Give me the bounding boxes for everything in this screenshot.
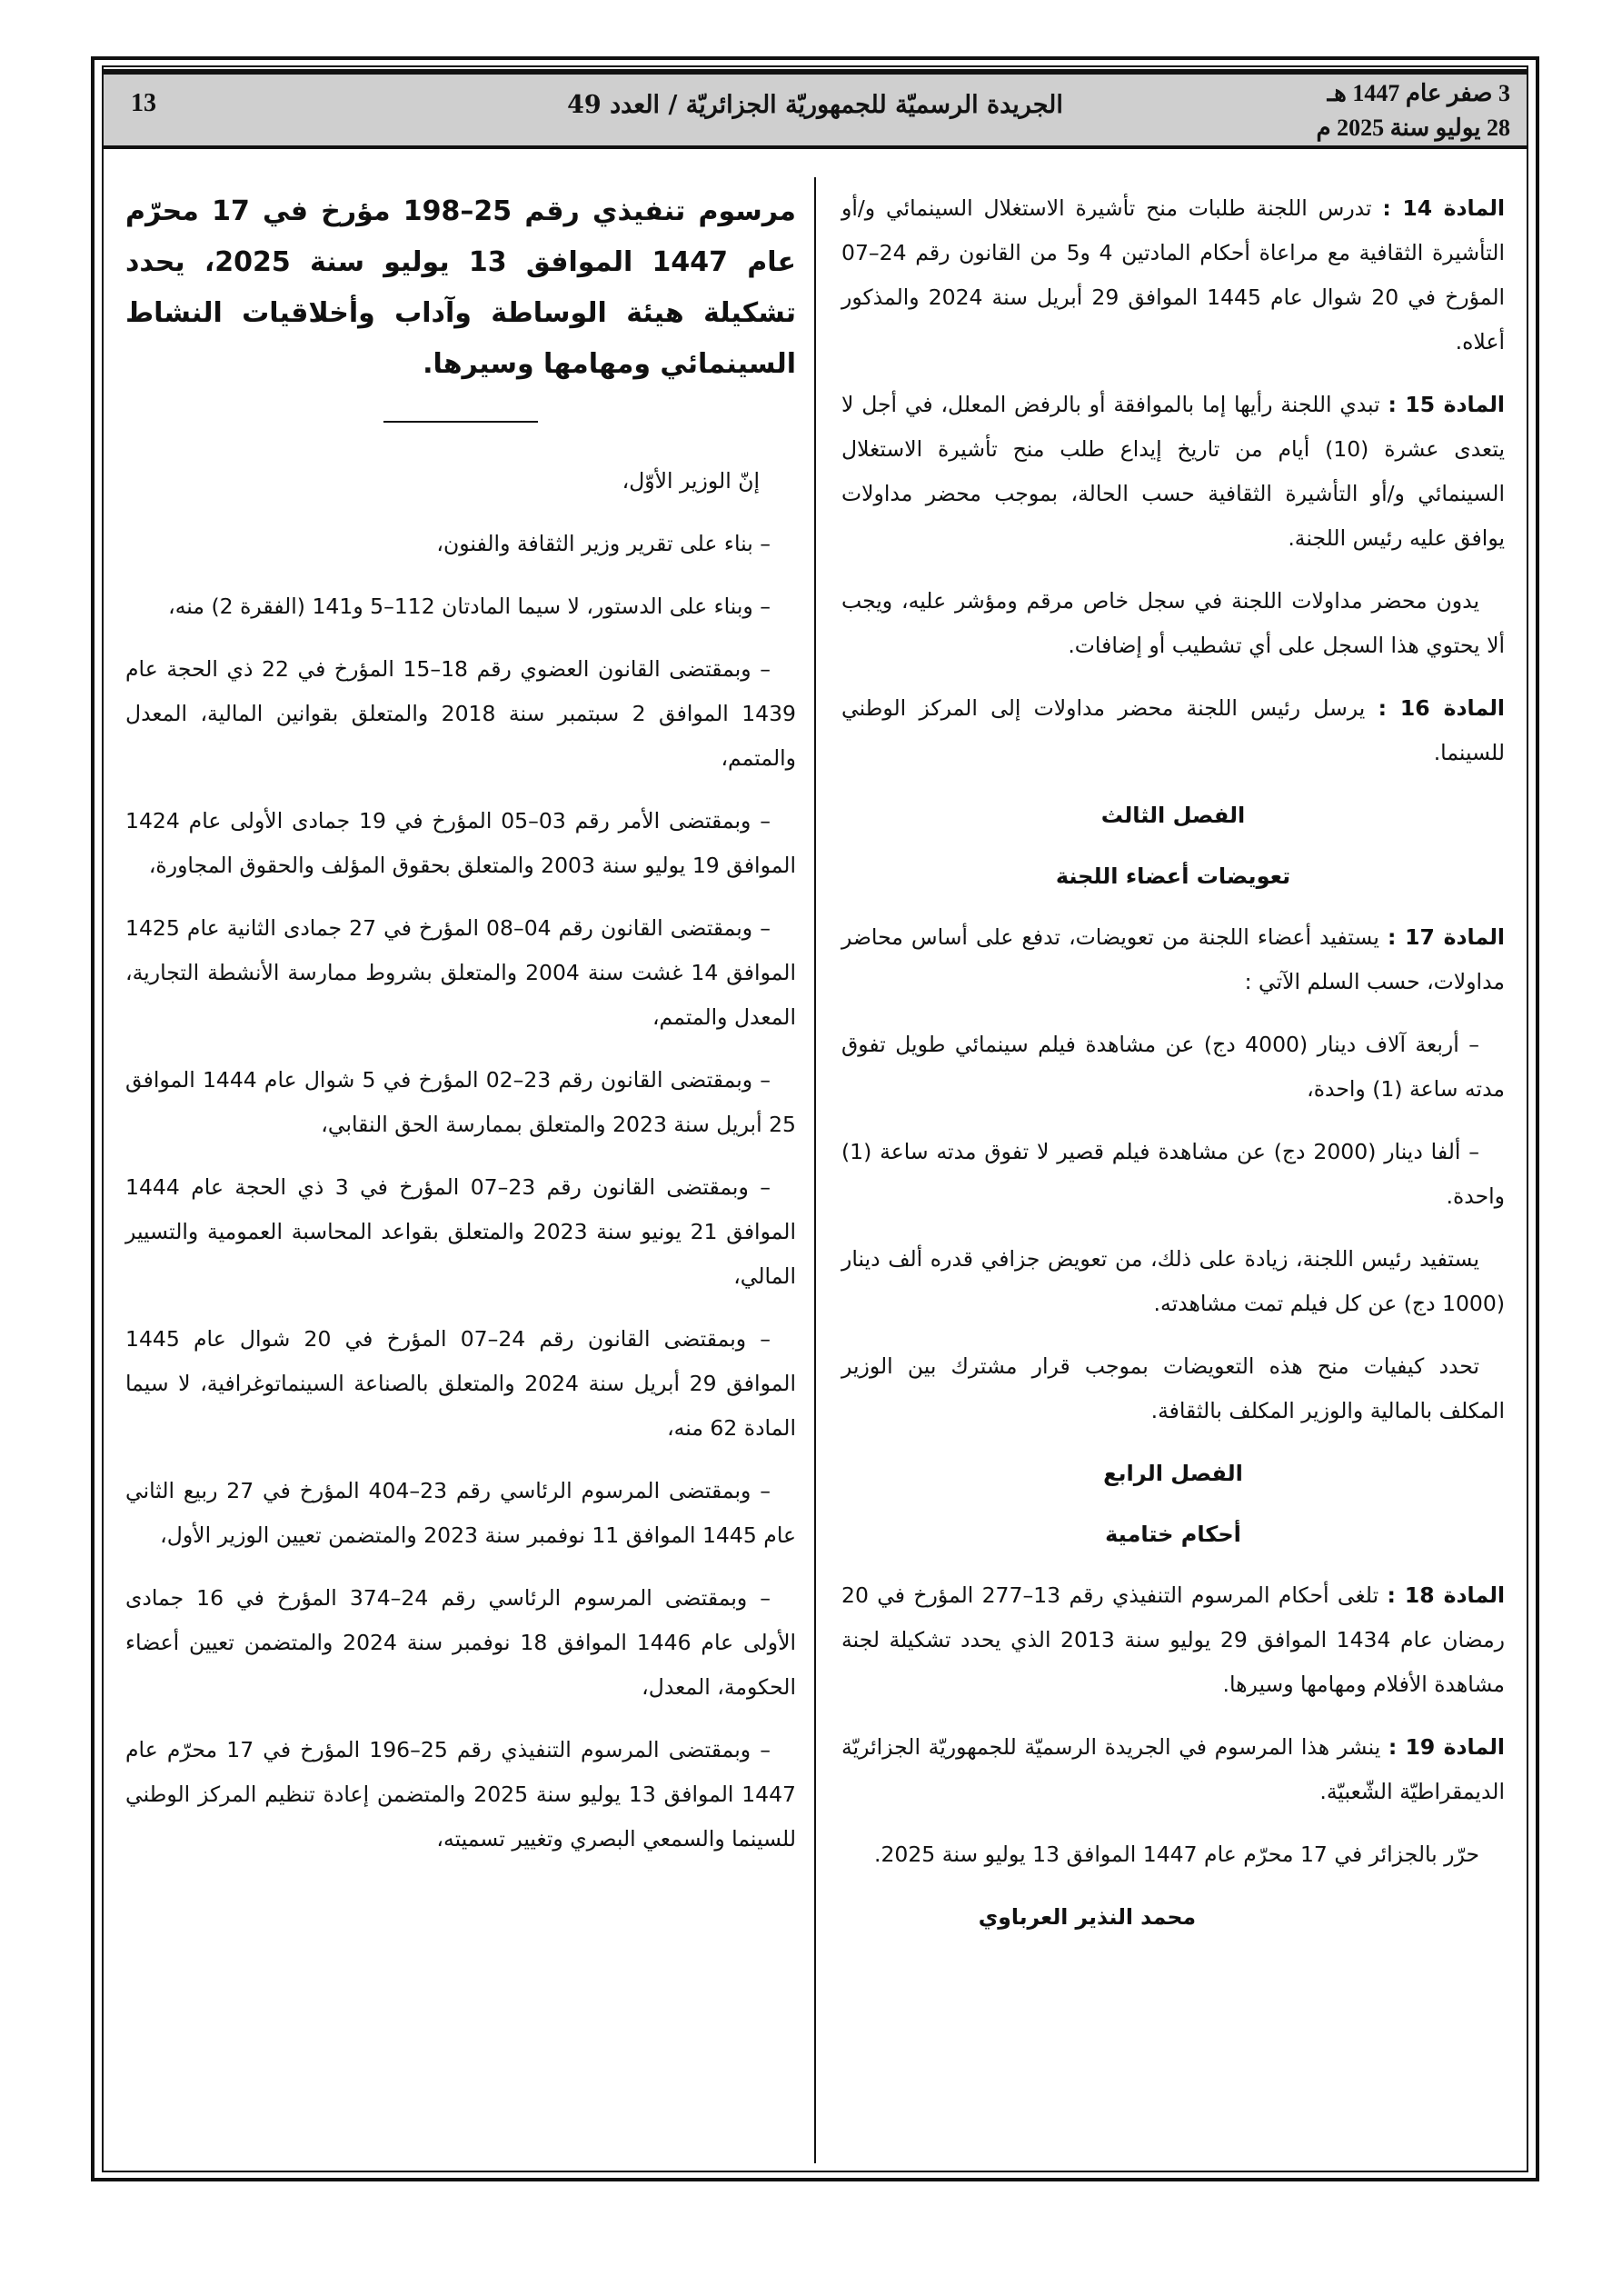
decree-title: مرسوم تنفيذي رقم 25–198 مؤرخ في 17 محرّم عام 1447 الموافق 13 يوليو سنة 2025، يحدد تشكيلة هيئة الوساطة وآداب وأخلاقيات النشاط السينمائي ومهامها وسيرها. bbox=[125, 195, 797, 380]
visa-item: – وبمقتضى الأمر رقم 03–05 المؤرخ في 19 جمادى الأولى عام 1424 الموافق 19 يوليو سنة 2003 والمتعلق بحقوق المؤلف والحقوق المجاورة، bbox=[125, 808, 796, 878]
gazette-header bbox=[104, 69, 1527, 149]
done-at: حرّر بالجزائر في 17 محرّم عام 1447 الموافق 13 يوليو سنة 2025. bbox=[873, 1842, 1479, 1867]
article-19 bbox=[841, 1725, 1505, 1814]
date-gregorian: 28 يوليو سنة 2025 م bbox=[1316, 115, 1510, 141]
date-hijri: 3 صفر عام 1447 هـ bbox=[1327, 80, 1510, 106]
visa-item: – وبمقتضى القانون رقم 23–02 المؤرخ في 5 شوال عام 1444 الموافق 25 أبريل سنة 2023 والمتعلق بممارسة الحق النقابي، bbox=[125, 1067, 796, 1137]
article-label: المادة 16 : bbox=[1378, 695, 1505, 721]
article-label: المادة 15 : bbox=[1388, 392, 1505, 417]
page-number: 13 bbox=[131, 89, 156, 117]
article-text: تدرس اللجنة طلبات منح تأشيرة الاستغلال السينمائي و/أو التأشيرة الثقافية مع مراعاة أحكام المادتين 4 و5 من القانون رقم 24–07 المؤرخ في 20 شوال عام 1445 الموافق 29 أبريل سنة 2024 والمذكور أعلاه. bbox=[841, 195, 1506, 354]
article-14 bbox=[841, 186, 1505, 364]
visa-item: – وبمقتضى المرسوم التنفيذي رقم 25–196 المؤرخ في 17 محرّم عام 1447 الموافق 13 يوليو سنة 2025 والمتضمن إعادة تنظيم المركز الوطني للسينما والسمعي البصري وتغيير تسميته، bbox=[125, 1737, 797, 1852]
article-15 bbox=[841, 383, 1505, 561]
gazette-title: الجريدة الرسميّة للجمهوريّة الجزائريّة / العدد 49 bbox=[567, 91, 1063, 119]
visa-item: – وبمقتضى القانون رقم 24–07 المؤرخ في 20 شوال عام 1445 الموافق 29 أبريل سنة 2024 والمتعلق بالصناعة السينماتوغرافية، لا سيما المادة 62 منه، bbox=[125, 1326, 796, 1441]
right-column bbox=[841, 186, 1505, 1940]
article-label: المادة 18 : bbox=[1387, 1582, 1505, 1608]
article-label: المادة 14 : bbox=[1382, 195, 1505, 221]
paragraph-register: يدون محضر مداولات اللجنة في سجل خاص مرقم ومؤشر عليه، ويجب ألا يحتوي هذا السجل على أي تشطيب أو إضافات. bbox=[841, 588, 1505, 658]
visa-item: – وبمقتضى القانون رقم 23–07 المؤرخ في 3 ذي الحجة عام 1444 الموافق 21 يونيو سنة 2023 والمتعلق بقواعد المحاسبة العمومية والتسيير المالي، bbox=[125, 1174, 797, 1289]
visa-item: – وبمقتضى المرسوم الرئاسي رقم 24–374 المؤرخ في 16 جمادى الأولى عام 1446 الموافق 18 نوفمبر سنة 2024 والمتضمن تعيين أعضاء الحكومة، المعدل، bbox=[125, 1585, 796, 1700]
article-text: يرسل رئيس اللجنة محضر مداولات إلى المركز الوطني للسينما. bbox=[841, 695, 1505, 765]
decree-intro: إنّ الوزير الأوّل، bbox=[622, 468, 760, 494]
visa-item: – وبمقتضى القانون رقم 04–08 المؤرخ في 27 جمادى الثانية عام 1425 الموافق 14 غشت سنة 2004 والمتعلق بشروط ممارسة الأنشطة التجارية، المعدل والمتمم، bbox=[125, 915, 796, 1030]
visa-item: – وبناء على الدستور، لا سيما المادتان 112–5 و141 (الفقرة 2) منه، bbox=[168, 594, 771, 619]
left-column bbox=[125, 186, 796, 1880]
article-17 bbox=[841, 915, 1505, 1004]
article-16 bbox=[841, 686, 1505, 775]
title-rule bbox=[383, 421, 538, 423]
column-divider bbox=[814, 177, 816, 2163]
visa-item: – بناء على تقرير وزير الثقافة والفنون، bbox=[436, 531, 771, 556]
article-text: يستفيد أعضاء اللجنة من تعويضات، تدفع على أساس محاضر مداولات، حسب السلم الآتي : bbox=[841, 924, 1505, 994]
bullet-item: – ألفا دينار (2000 دج) عن مشاهدة فيلم قصير لا تفوق مدته ساعة (1) واحدة. bbox=[841, 1139, 1505, 1209]
visa-item: – وبمقتضى المرسوم الرئاسي رقم 23–404 المؤرخ في 27 ربيع الثاني عام 1445 الموافق 11 نوفمبر سنة 2023 والمتضمن تعيين الوزير الأول، bbox=[125, 1478, 796, 1548]
bullet-item: – أربعة آلاف دينار (4000 دج) عن مشاهدة فيلم سينمائي طويل تفوق مدته ساعة (1) واحدة، bbox=[841, 1032, 1505, 1102]
chapter-4-title: أحكام ختامية bbox=[1105, 1522, 1241, 1547]
article-text: ينشر هذا المرسوم في الجريدة الرسميّة للجمهوريّة الجزائريّة الديمقراطيّة الشّعبيّة. bbox=[841, 1734, 1505, 1804]
article-18 bbox=[841, 1573, 1505, 1707]
chapter-3-title: تعويضات أعضاء اللجنة bbox=[1055, 863, 1291, 889]
article-label: المادة 19 : bbox=[1388, 1734, 1505, 1760]
signature: محمد النذير العرباوي bbox=[978, 1904, 1196, 1930]
visa-item: – وبمقتضى القانون العضوي رقم 18–15 المؤرخ في 22 ذي الحجة عام 1439 الموافق 2 سبتمبر سنة 2018 والمتعلق بقوانين المالية، المعدل والمتمم، bbox=[125, 656, 797, 771]
paragraph-president: يستفيد رئيس اللجنة، زيادة على ذلك، من تعويض جزافي قدره ألف دينار (1000 دج) عن كل فيلم تمت مشاهدته. bbox=[841, 1246, 1505, 1316]
chapter-3-heading: الفصل الثالث bbox=[1100, 803, 1246, 828]
article-text: تلغى أحكام المرسوم التنفيذي رقم 13–277 المؤرخ في 20 رمضان عام 1434 الموافق 29 يوليو سنة 2013 الذي يحدد تشكيلة لجنة مشاهدة الأفلام ومهامها وسيرها. bbox=[841, 1582, 1505, 1697]
chapter-4-heading: الفصل الرابع bbox=[1103, 1461, 1243, 1486]
article-text: تبدي اللجنة رأيها إما بالموافقة أو بالرفض المعلل، في أجل لا يتعدى عشرة (10) أيام من تاريخ إيداع طلب منح تأشيرة الاستغلال السينمائي و/أو التأشيرة الثقافية حسب الحالة، بموجب محضر مداولات يوافق عليه رئيس اللجنة. bbox=[841, 392, 1506, 551]
paragraph-modalities: تحدد كيفيات منح هذه التعويضات بموجب قرار مشترك بين الوزير المكلف بالمالية والوزير المكلف بالثقافة. bbox=[841, 1353, 1505, 1423]
article-label: المادة 17 : bbox=[1387, 924, 1505, 950]
